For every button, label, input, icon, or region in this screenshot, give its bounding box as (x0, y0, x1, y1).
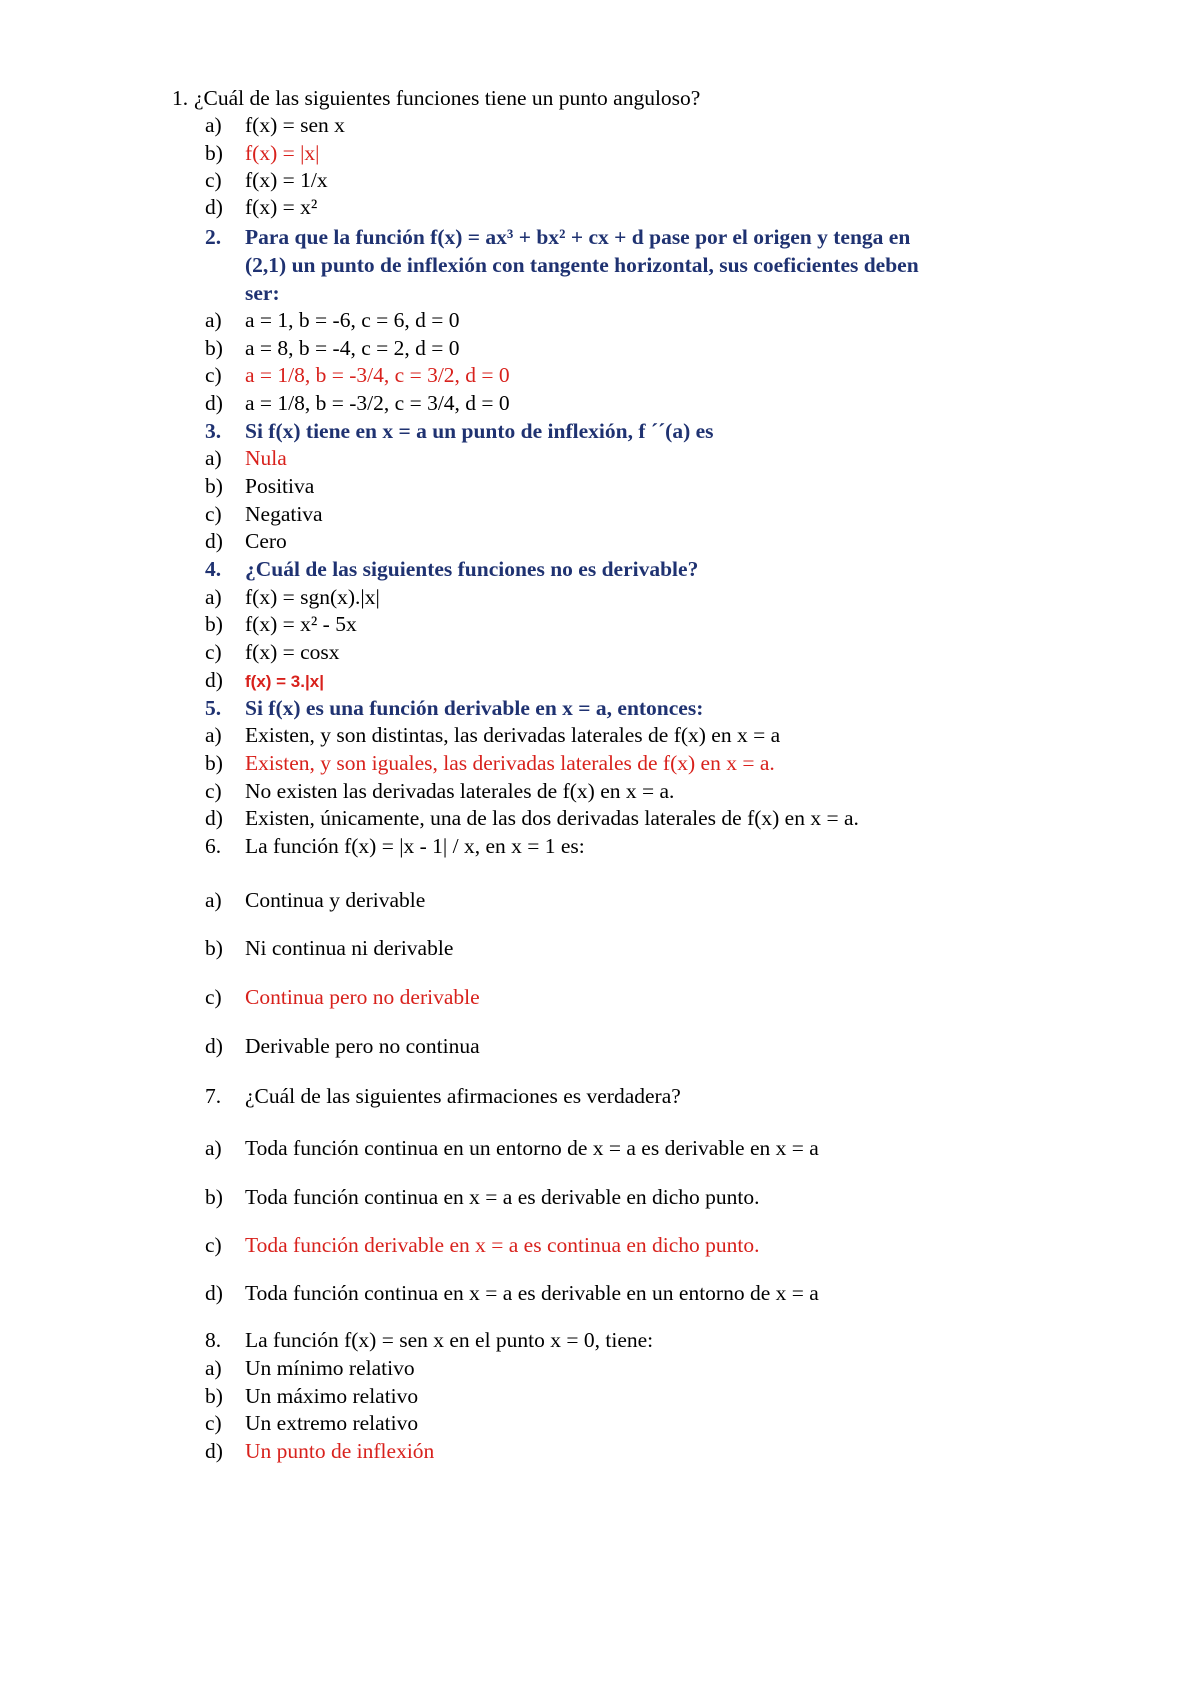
option-text: Un punto de inflexión (245, 1439, 435, 1463)
question-text: La función f(x) = sen x en el punto x = 0, tiene: (245, 1328, 654, 1352)
option-text: f(x) = 3.|x| (245, 672, 324, 691)
option-letter: a) (205, 888, 222, 912)
question-number: 7. (205, 1084, 222, 1108)
option-letter: c) (205, 168, 222, 192)
option-text: Un máximo relativo (245, 1384, 419, 1408)
option-text: Toda función continua en x = a es derivable en un entorno de x = a (245, 1281, 819, 1305)
option-text: f(x) = sen x (245, 113, 345, 137)
option-letter: a) (205, 308, 222, 332)
option-text: a = 8, b = -4, c = 2, d = 0 (245, 336, 460, 360)
option-letter: d) (205, 806, 223, 830)
option-letter: a) (205, 113, 222, 137)
option-text: f(x) = |x| (245, 141, 320, 165)
question-text: La función f(x) = |x - 1| / x, en x = 1 es: (245, 834, 585, 858)
option-text: Continua y derivable (245, 888, 426, 912)
question-text-line: ser: (245, 281, 280, 305)
option-letter: d) (205, 1281, 223, 1305)
option-letter: c) (205, 502, 222, 526)
option-letter: d) (205, 391, 223, 415)
question-text: Si f(x) es una función derivable en x = a, entonces: (245, 696, 704, 720)
question-number: 1. (172, 86, 189, 110)
option-letter: d) (205, 195, 223, 219)
option-text: No existen las derivadas laterales de f(x) en x = a. (245, 779, 675, 803)
option-text: f(x) = sgn(x).|x| (245, 585, 380, 609)
option-text: Toda función derivable en x = a es continua en dicho punto. (245, 1233, 760, 1257)
option-letter: a) (205, 723, 222, 747)
option-letter: a) (205, 446, 222, 470)
question-number: 5. (205, 696, 222, 720)
option-letter: b) (205, 1185, 223, 1209)
question-text: ¿Cuál de las siguientes funciones tiene un punto anguloso? (194, 86, 701, 110)
option-text: Positiva (245, 474, 315, 498)
option-letter: b) (205, 474, 223, 498)
option-text: f(x) = cosx (245, 640, 340, 664)
option-text: Ni continua ni derivable (245, 936, 454, 960)
option-letter: d) (205, 1439, 223, 1463)
option-letter: c) (205, 779, 222, 803)
option-letter: b) (205, 141, 223, 165)
option-letter: c) (205, 640, 222, 664)
option-letter: b) (205, 936, 223, 960)
question-text: ¿Cuál de las siguientes funciones no es derivable? (245, 557, 699, 581)
question-text-line: Para que la función f(x) = ax³ + bx² + cx + d pase por el origen y tenga en (245, 225, 911, 249)
option-letter: c) (205, 363, 222, 387)
question-number: 2. (205, 225, 222, 249)
option-letter: d) (205, 529, 223, 553)
option-letter: a) (205, 1356, 222, 1380)
option-letter: b) (205, 612, 223, 636)
option-letter: c) (205, 985, 222, 1009)
option-letter: d) (205, 668, 223, 692)
option-text: Derivable pero no continua (245, 1034, 480, 1058)
option-text: Existen, y son distintas, las derivadas laterales de f(x) en x = a (245, 723, 781, 747)
question-text-line: (2,1) un punto de inflexión con tangente horizontal, sus coeficientes deben (245, 253, 919, 277)
question-text: ¿Cuál de las siguientes afirmaciones es verdadera? (245, 1084, 681, 1108)
option-letter: b) (205, 751, 223, 775)
option-letter: b) (205, 336, 223, 360)
option-text: Negativa (245, 502, 323, 526)
option-letter: c) (205, 1411, 222, 1435)
option-letter: a) (205, 1136, 222, 1160)
option-text: a = 1/8, b = -3/2, c = 3/4, d = 0 (245, 391, 510, 415)
option-text: a = 1/8, b = -3/4, c = 3/2, d = 0 (245, 363, 510, 387)
question-text: Si f(x) tiene en x = a un punto de inflexión, f ´´(a) es (245, 419, 714, 443)
question-number: 4. (205, 557, 222, 581)
option-text: f(x) = x² (245, 195, 318, 219)
question-number: 6. (205, 834, 222, 858)
question-number: 3. (205, 419, 222, 443)
option-text: a = 1, b = -6, c = 6, d = 0 (245, 308, 460, 332)
option-text: Toda función continua en x = a es derivable en dicho punto. (245, 1185, 760, 1209)
option-text: Continua pero no derivable (245, 985, 480, 1009)
option-text: f(x) = 1/x (245, 168, 328, 192)
option-letter: a) (205, 585, 222, 609)
option-letter: c) (205, 1233, 222, 1257)
question-number: 8. (205, 1328, 222, 1352)
option-text: Toda función continua en un entorno de x = a es derivable en x = a (245, 1136, 819, 1160)
option-text: Un mínimo relativo (245, 1356, 415, 1380)
option-text: Existen, únicamente, una de las dos derivadas laterales de f(x) en x = a. (245, 806, 859, 830)
option-letter: b) (205, 1384, 223, 1408)
option-text: Cero (245, 529, 287, 553)
option-text: Nula (245, 446, 287, 470)
option-text: Un extremo relativo (245, 1411, 419, 1435)
option-text: f(x) = x² - 5x (245, 612, 357, 636)
option-letter: d) (205, 1034, 223, 1058)
option-text: Existen, y son iguales, las derivadas laterales de f(x) en x = a. (245, 751, 775, 775)
